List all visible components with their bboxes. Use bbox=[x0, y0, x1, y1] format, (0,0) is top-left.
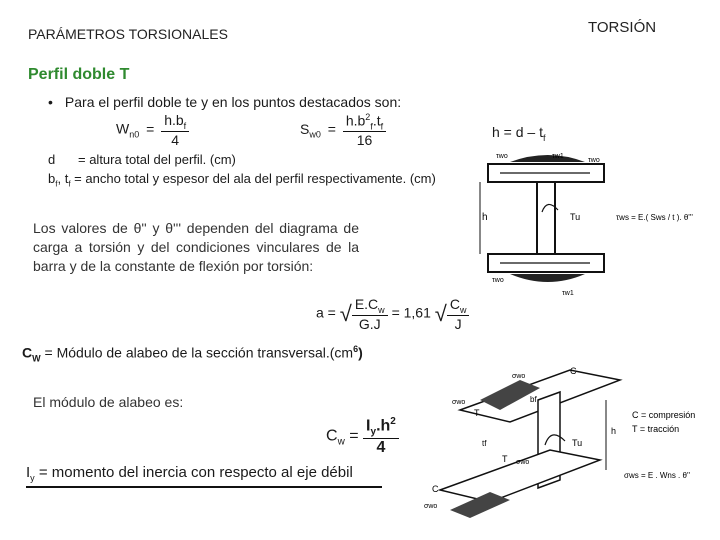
wn0-den: 4 bbox=[171, 131, 180, 148]
subtitle: Perfil doble T bbox=[28, 66, 130, 83]
top-flange-stress bbox=[510, 155, 585, 162]
tf-label: tf bbox=[482, 439, 487, 448]
c-label: C bbox=[570, 366, 577, 376]
sigma-w0-label: σwo bbox=[516, 459, 530, 466]
iy-text: = momento del inercia con respecto al eje débil bbox=[38, 464, 353, 481]
section-title: TORSIÓN bbox=[588, 19, 657, 36]
h-label: h bbox=[482, 212, 488, 223]
legend-compression: C = compresión bbox=[632, 410, 696, 420]
tu-label: Tu bbox=[572, 438, 583, 448]
cw-num-tail: .h bbox=[376, 417, 391, 435]
a-formula bbox=[316, 296, 469, 332]
sw0-num-tail: .t bbox=[372, 112, 381, 129]
sw0-num-sub: f bbox=[370, 121, 373, 132]
wn0-num-sub: f bbox=[183, 120, 187, 131]
bottom-flange-3d bbox=[440, 450, 600, 502]
sqrt-sign: √ bbox=[434, 300, 447, 326]
iy-sub: y bbox=[30, 473, 35, 483]
iy-definition bbox=[26, 464, 353, 483]
tau-w1-label: τw1 bbox=[562, 290, 574, 297]
page-title: PARÁMETROS TORSIONALES bbox=[28, 26, 228, 42]
sw0-num: h.b bbox=[345, 112, 366, 129]
a-num2-sub: w bbox=[459, 304, 467, 315]
iy-symbol: I bbox=[26, 464, 31, 481]
bottom-flange-stress bbox=[510, 274, 585, 282]
wn0-formula bbox=[116, 112, 189, 148]
a-num2: C bbox=[449, 296, 460, 312]
equals: = bbox=[349, 427, 359, 445]
cw-sub: W bbox=[32, 353, 41, 364]
def-text: = altura total del perfil. (cm) bbox=[78, 152, 236, 167]
a-num1-sub: w bbox=[378, 304, 385, 315]
def-symbol-sub: f bbox=[55, 179, 58, 189]
def-symbol2-sub: f bbox=[68, 179, 71, 189]
intro-text: Para el perfil doble te y en los puntos destacados son: bbox=[64, 94, 402, 110]
cw-def-text: = Módulo de alabeo de la sección transversal.(cm bbox=[44, 344, 354, 361]
cw-def-sup: 6 bbox=[353, 344, 359, 354]
cw-num-sub: y bbox=[370, 426, 377, 438]
tau-w0-label: τwo bbox=[496, 153, 508, 160]
def-text: = ancho total y espesor del ala del perfil respectivamente. (cm) bbox=[74, 171, 436, 186]
cw-den: 4 bbox=[376, 438, 386, 456]
sw0-fraction bbox=[343, 112, 386, 148]
intro-line bbox=[48, 94, 401, 110]
a-num1: E.C bbox=[354, 296, 379, 312]
cw-definition bbox=[22, 344, 363, 363]
web bbox=[537, 182, 555, 254]
def-symbol: d bbox=[48, 152, 56, 167]
wn0-symbol: W bbox=[116, 120, 130, 137]
shear-equation: τws = E.( Sws / t ). θ''' bbox=[616, 213, 693, 222]
iy-underline bbox=[26, 486, 382, 488]
definition-d bbox=[48, 152, 236, 167]
sigma-w0-label: σwo bbox=[452, 399, 466, 406]
t-label: T bbox=[474, 408, 480, 418]
cw-symbol: C bbox=[22, 344, 33, 361]
a-fraction-1 bbox=[352, 296, 388, 332]
equals: = bbox=[327, 120, 336, 137]
tau-w0-label: τwo bbox=[588, 157, 600, 164]
torsion-paragraph: Los valores de θ'' y θ''' dependen del diagrama de carga a torsión y del condiciones vinculares de la barra y de la constante de flexión por torsión: bbox=[33, 220, 359, 274]
h-label: h bbox=[611, 426, 617, 436]
equals: = bbox=[146, 120, 155, 137]
def-symbol2: , t bbox=[57, 171, 69, 186]
sigma-w0-label: σwo bbox=[424, 503, 438, 510]
sw0-formula bbox=[300, 112, 386, 148]
cw-num: I bbox=[366, 417, 371, 435]
a-den1: G.J bbox=[358, 315, 381, 332]
cw-lhs: C bbox=[326, 427, 338, 445]
def-symbol: b bbox=[48, 171, 56, 186]
legend-traction: T = tracción bbox=[632, 424, 680, 434]
normal-stress-equation: σws = E . Wns . θ'' bbox=[624, 471, 691, 480]
sw0-num-sup: 2 bbox=[365, 112, 371, 122]
cw-def-close: ) bbox=[358, 344, 363, 361]
a-mid: = 1,61 bbox=[391, 304, 431, 321]
alabeo-label: El módulo de alabeo es: bbox=[33, 394, 184, 410]
a-lhs: a = bbox=[316, 304, 336, 321]
h-def-sub: f bbox=[542, 132, 546, 143]
a-fraction-2 bbox=[447, 296, 470, 332]
a-den2: J bbox=[454, 315, 462, 332]
cw-fraction bbox=[363, 416, 399, 457]
wn0-fraction bbox=[161, 112, 189, 148]
tau-w0-label: τwo bbox=[492, 277, 504, 284]
sw0-num-tail-sub: f bbox=[380, 121, 384, 132]
sw0-sub: w0 bbox=[309, 129, 321, 140]
cw-num-sup: 2 bbox=[390, 416, 396, 427]
bf-label: bf bbox=[530, 395, 537, 404]
wn0-num: h.b bbox=[164, 112, 184, 128]
sw0-symbol: S bbox=[300, 120, 310, 137]
wn0-sub: n0 bbox=[129, 129, 140, 140]
tu-label: Tu bbox=[570, 212, 581, 222]
shear-stress-diagram bbox=[470, 140, 720, 300]
cw-formula bbox=[326, 416, 399, 457]
sigma-w0-label: σwo bbox=[512, 373, 526, 380]
sw0-den: 16 bbox=[356, 132, 373, 149]
tau-w1-label: τw1 bbox=[552, 153, 564, 160]
t-label: T bbox=[502, 454, 508, 464]
warping-stress-diagram bbox=[420, 360, 720, 540]
h-def-text: h = d – t bbox=[492, 124, 543, 140]
cw-lhs-sub: w bbox=[337, 436, 345, 448]
definition-bf-tf bbox=[48, 171, 436, 189]
sqrt-sign: √ bbox=[339, 300, 352, 326]
c-label: C bbox=[432, 484, 439, 494]
bullet: • bbox=[48, 94, 53, 110]
